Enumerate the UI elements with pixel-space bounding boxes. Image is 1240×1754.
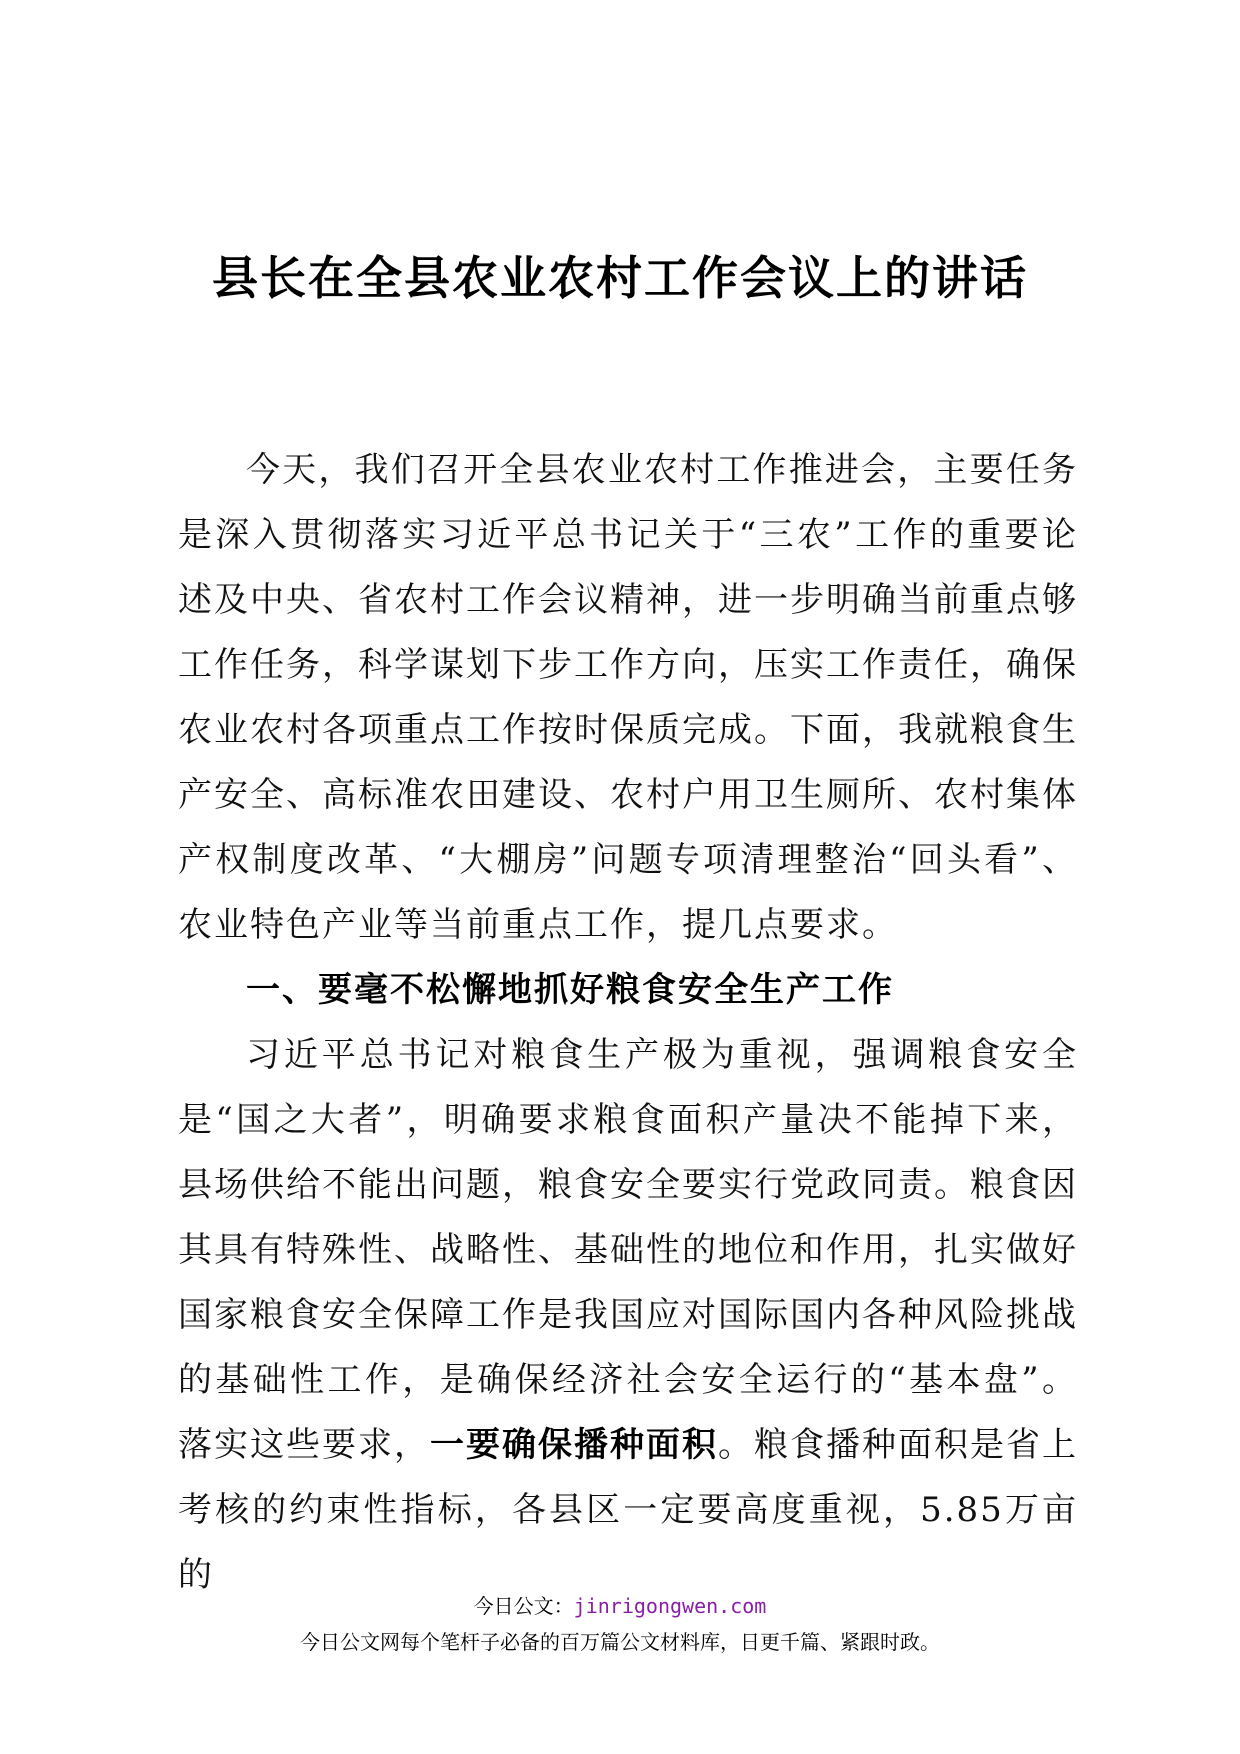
document-title: 县长在全县农业农村工作会议上的讲话	[212, 251, 1028, 305]
footer-site-url[interactable]: jinrigongwen.com	[573, 1594, 767, 1618]
section-1-paragraph	[178, 1023, 1078, 1608]
section-1-text-end: 。粮食播种面积是省上考核的约束性指标，各县区一定要高度重视，5.85万亩的	[178, 1425, 1078, 1595]
footer-slogan: 今日公文网每个笔杆子必备的百万篇公文材料库，日更千篇、紧跟时政。	[300, 1630, 940, 1654]
document-body	[178, 438, 1078, 1608]
section-heading-1: 一、要毫不松懈地抓好粮食安全生产工作	[246, 970, 894, 1010]
footer-site-label: 今日公文：	[473, 1594, 574, 1618]
section-1-text-start: 习近平总书记对粮食生产极为重视，强调粮食安全是“国之大者”，明确要求粮食面积产量决不能掉下来，县场供给不能出问题，粮食安全要实行党政同责。粮食因其具有特殊性、战略性、基础性的地位和作用，扎实做好国家粮食安全保障工作是我国应对国际国内各种风险挑战的基础性工作，是确保经济社会安全运行的“基本盘”。落实这些要求，	[178, 1035, 1078, 1465]
section-1-bold-point: 一要确保播种面积	[430, 1425, 718, 1465]
footer-site-line	[0, 1588, 1240, 1624]
page-footer	[0, 1588, 1240, 1660]
intro-paragraph: 今天，我们召开全县农业农村工作推进会，主要任务是深入贯彻落实习近平总书记关于“三农”工作的重要论述及中央、省农村工作会议精神，进一步明确当前重点够工作任务，科学谋划下步工作方向，压实工作责任，确保农业农村各项重点工作按时保质完成。下面，我就粮食生产安全、高标准农田建设、农村户用卫生厕所、农村集体产权制度改革、“大棚房”问题专项清理整治“回头看”、农业特色产业等当前重点工作，提几点要求。	[178, 450, 1078, 945]
